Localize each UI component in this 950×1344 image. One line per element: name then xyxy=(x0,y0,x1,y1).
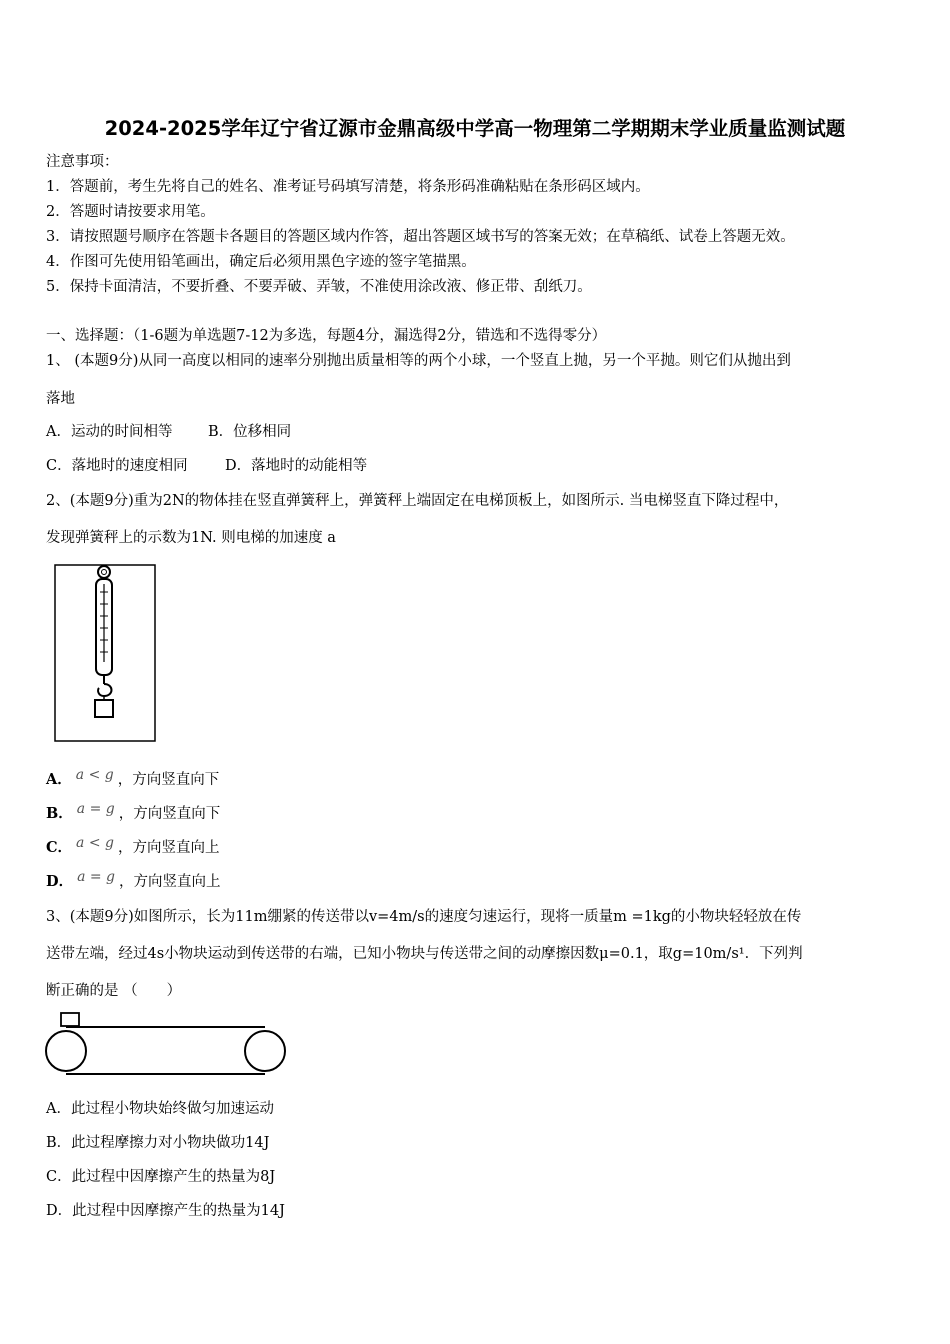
notice-item: 5．保持卡面清洁，不要折叠、不要弄破、弄皱，不准使用涂改液、修正带、刮纸刀。 xyxy=(46,279,592,295)
q2-option-d: D． a = g ，方向竖直向上 xyxy=(46,869,221,890)
q1-option-d: D．落地时的动能相等 xyxy=(225,458,368,474)
q2-option-a: A． a < g ，方向竖直向下 xyxy=(46,767,220,788)
q3-stem-line: 送带左端，经过4s小物块运动到传送带的右端，已知小物块与传送带之间的动摩擦因数μ=0.1，取g=10m/s¹．下列判 xyxy=(46,946,803,962)
q2-option-b: B． a = g ，方向竖直向下 xyxy=(46,801,221,822)
q3-option-d: D．此过程中因摩擦产生的热量为14J xyxy=(46,1203,285,1219)
q3-stem-line: 3、(本题9分)如图所示，长为11m绷紧的传送带以v=4m/s的速度匀速运行，现将一质量m =1kg的小物块轻轻放在传 xyxy=(46,909,802,925)
q1-option-c: C．落地时的速度相同 xyxy=(46,458,188,474)
notice-heading: 注意事项： xyxy=(46,154,119,170)
q1-option-b: B．位移相同 xyxy=(208,424,292,440)
q3-option-b: B．此过程摩擦力对小物块做功14J xyxy=(46,1135,270,1151)
q1-stem-line: 落地 xyxy=(46,391,75,407)
q3-option-a: A．此过程小物块始终做匀加速运动 xyxy=(46,1101,274,1117)
conveyor-belt-figure xyxy=(44,1010,290,1076)
q1-stem-line: 1、 (本题9分)从同一高度以相同的速率分别抛出质量相等的两个小球，一个竖直上抛，另一个平抛。则它们从抛出到 xyxy=(46,353,791,369)
notice-item: 1．答题前，考生先将自己的姓名、准考证号码填写清楚，将条形码准确粘贴在条形码区域内。 xyxy=(46,179,650,195)
q1-option-a: A．运动的时间相等 xyxy=(46,424,173,440)
spring-scale-figure xyxy=(52,562,158,744)
q2-option-c: C． a < g ，方向竖直向上 xyxy=(46,835,220,856)
q2-stem-line: 发现弹簧秤上的示数为1N. 则电梯的加速度 a xyxy=(46,530,336,546)
q2-stem-line: 2、(本题9分)重为2N的物体挂在竖直弹簧秤上，弹簧秤上端固定在电梯顶板上，如图所示. 当电梯竖直下降过程中， xyxy=(46,493,789,509)
section-heading: 一、选择题：（1-6题为单选题7-12为多选，每题4分，漏选得2分，错选和不选得零分） xyxy=(46,328,607,344)
q3-stem-line: 断正确的是 （ ） xyxy=(46,983,182,999)
notice-item: 3．请按照题号顺序在答题卡各题目的答题区域内作答，超出答题区域书写的答案无效；在草稿纸、试卷上答题无效。 xyxy=(46,229,795,245)
q3-option-c: C．此过程中因摩擦产生的热量为8J xyxy=(46,1169,276,1185)
exam-title: 2024-2025学年辽宁省辽源市金鼎高级中学高一物理第二学期期末学业质量监测试题 xyxy=(104,117,846,140)
notice-item: 2．答题时请按要求用笔。 xyxy=(46,204,215,220)
notice-item: 4．作图可先使用铅笔画出，确定后必须用黑色字迹的签字笔描黑。 xyxy=(46,254,476,270)
